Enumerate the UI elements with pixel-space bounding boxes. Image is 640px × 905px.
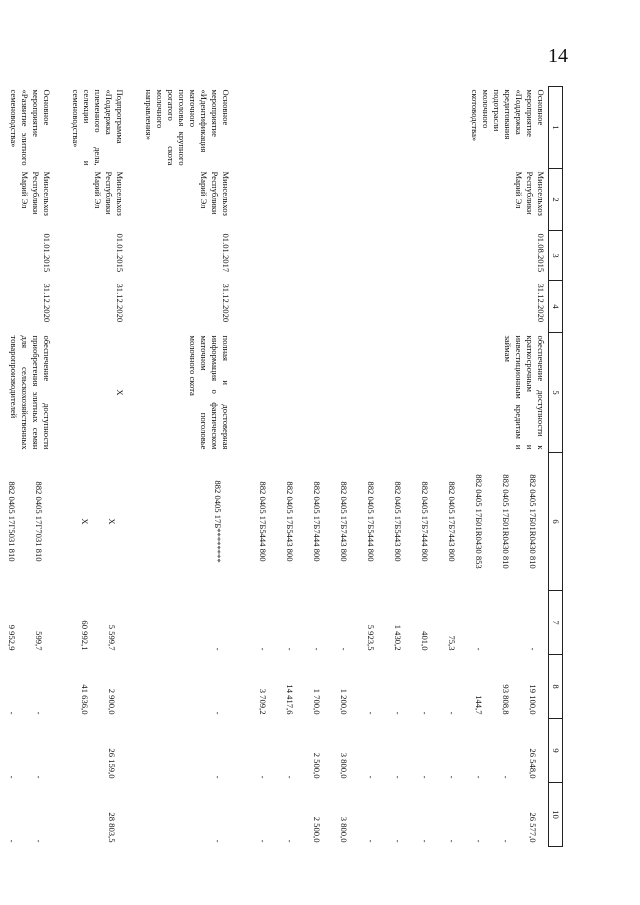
cell-line: - — [34, 775, 44, 779]
cell-line: 1 700,0 — [312, 688, 322, 715]
row-separator-cell — [233, 87, 247, 847]
cell-line: - — [213, 647, 223, 651]
cell-line: 3 800,0 — [339, 816, 349, 843]
cell-line: 19 100,0 — [528, 684, 538, 715]
cell-line: - — [447, 839, 457, 843]
cell-line: - — [366, 775, 376, 779]
cell-value-col8 — [0, 655, 54, 719]
cell-line: 3 709,2 — [258, 688, 268, 715]
cell-line: - — [258, 775, 268, 779]
cell-line: - — [285, 839, 295, 843]
cell-end-date: 31.12.2020 — [115, 283, 125, 323]
cell-line: 882 0405 17Б7443 800 — [447, 481, 457, 562]
cell-value-col9 — [247, 719, 549, 783]
cell-line: 60 992,1 — [80, 620, 90, 651]
table-row — [68, 87, 127, 847]
cell-line: X — [80, 518, 90, 525]
cell-line: 882 0405 17Б5443 800 — [285, 481, 295, 562]
cell-line: 882 0405 17Б01R0430 853 — [474, 474, 484, 569]
cell-budget-code — [68, 453, 127, 591]
cell-end-date: 31.12.2020 — [221, 283, 231, 323]
column-header-3: 3 — [549, 231, 563, 281]
cell-line: 5 599,7 — [107, 624, 117, 651]
cell-line: 5 923,5 — [366, 624, 376, 651]
header-row — [549, 87, 563, 847]
cell-line: - — [34, 711, 44, 715]
cell-line: 2 500,0 — [312, 816, 322, 843]
cell-expected-result: полная и достоверная информация о фактическом маточном поголовье молочного скота — [188, 335, 231, 450]
cell-line: - — [447, 775, 457, 779]
cell-line: 3 800,0 — [339, 752, 349, 779]
cell-executor: Минсельхоз Республики Марий Эл — [93, 171, 125, 216]
cell-executor: Минсельхоз Республики Марий Эл — [199, 171, 231, 216]
cell-measure-name: Основное мероприятие «Поддержка кредитования подотрасли молочного скотоводства» — [470, 89, 546, 142]
cell-value-col7 — [247, 591, 549, 655]
cell-line: - — [366, 839, 376, 843]
cell-line: 1 200,0 — [339, 688, 349, 715]
table-row — [247, 87, 549, 847]
cell-line: - — [213, 775, 223, 779]
cell-line: - — [528, 647, 538, 651]
cell-line: 882 0405 17Г5031 810 — [7, 481, 17, 562]
column-header-6: 6 — [549, 453, 563, 591]
cell-value-col7 — [68, 591, 127, 655]
cell-line: - — [312, 647, 322, 651]
cell-line: 882 0405 17Г7031 810 — [34, 481, 44, 562]
cell-line: 599,7 — [34, 631, 44, 651]
cell-value-col8 — [247, 655, 549, 719]
cell-line: - — [213, 839, 223, 843]
rotated-table-wrapper — [7, 86, 563, 846]
cell-start-date: 01.08.2015 — [536, 233, 546, 273]
cell-line: - — [7, 775, 17, 779]
cell-measure-name: Основное мероприятие «Идентификация маточного поголовья крупного рогатого скота молочного направления» — [144, 89, 231, 166]
cell-line: 26 548,0 — [528, 748, 538, 779]
table-row — [141, 87, 233, 847]
cell-line: - — [339, 647, 349, 651]
row-separator — [233, 87, 247, 847]
cell-line: 144,7 — [474, 695, 484, 715]
cell-line: 882 0405 17Б7444 800 — [312, 481, 322, 562]
cell-line: 882 0405 17Б5443 800 — [393, 481, 403, 562]
cell-start-date: 01.01.2015 — [115, 233, 125, 273]
row-separator-cell — [54, 87, 68, 847]
column-header-1: 1 — [549, 87, 563, 169]
cell-line: - — [474, 775, 484, 779]
cell-executor: Минсельхоз Республики Марий Эл — [20, 171, 52, 216]
cell-budget-code — [0, 453, 54, 591]
cell-value-col7 — [0, 591, 54, 655]
cell-line: 41 636,0 — [80, 684, 90, 715]
cell-line: 75,3 — [447, 635, 457, 651]
cell-line: 882 0405 17Б5444 800 — [258, 481, 268, 562]
row-separator-cell — [127, 87, 141, 847]
row-separator — [54, 87, 68, 847]
cell-line: - — [474, 839, 484, 843]
cell-value-col9 — [141, 719, 233, 783]
cell-expected-result: обеспечение доступности приобретения элитных семян для сельскохозяйственных товаропроизводителей — [9, 335, 52, 450]
cell-line: X — [107, 518, 117, 525]
cell-line: - — [447, 711, 457, 715]
cell-line: 882 0405 17Б5444 800 — [366, 481, 376, 562]
cell-line: - — [393, 839, 403, 843]
cell-value-col10 — [0, 783, 54, 847]
cell-line: 2 500,0 — [312, 752, 322, 779]
page-number: 14 — [548, 45, 568, 67]
cell-line: - — [501, 775, 511, 779]
cell-line: - — [501, 839, 511, 843]
cell-value-col9 — [68, 719, 127, 783]
cell-line: 9 952,9 — [7, 624, 17, 651]
cell-line: - — [7, 839, 17, 843]
cell-line: - — [420, 839, 430, 843]
column-header-8: 8 — [549, 655, 563, 719]
cell-line: - — [285, 647, 295, 651]
cell-end-date: 31.12.2020 — [42, 283, 52, 323]
cell-line: - — [34, 839, 44, 843]
column-header-5: 5 — [549, 333, 563, 453]
cell-value-col8 — [141, 655, 233, 719]
cell-measure-name: Основное мероприятие «Развитие элитного семеноводства» — [9, 89, 52, 166]
cell-start-date: 01.01.2017 — [221, 233, 231, 273]
cell-executor: Минсельхоз Республики Марий Эл — [514, 171, 546, 216]
cell-line: 882 0405 17Б01R0430 810 — [528, 474, 538, 569]
cell-line: - — [393, 711, 403, 715]
cell-line — [71, 722, 98, 779]
cell-line: 93 808,8 — [501, 684, 511, 715]
cell-line: 28 803,5 — [107, 812, 117, 843]
cell-value-col7 — [141, 591, 233, 655]
cell-value-col10 — [68, 783, 127, 847]
cell-value-col10 — [247, 783, 549, 847]
cell-line: 1 430,2 — [393, 624, 403, 651]
cell-measure-name: Подпрограмма «Поддержка племенного дела, селекции и семеноводства» — [71, 89, 125, 166]
cell-end-date: 31.12.2020 — [536, 283, 546, 323]
cell-line: 26 159,0 — [107, 748, 117, 779]
cell-line: - — [7, 711, 17, 715]
table-row — [0, 87, 54, 847]
cell-line: - — [258, 839, 268, 843]
cell-budget-code — [141, 453, 233, 591]
cell-line: 882 0405 17Б7444 800 — [420, 481, 430, 562]
column-header-4: 4 — [549, 281, 563, 333]
cell-line: 26 577,0 — [528, 812, 538, 843]
cell-line: - — [213, 711, 223, 715]
column-header-10: 10 — [549, 783, 563, 847]
cell-line: - — [366, 711, 376, 715]
cell-budget-code — [247, 453, 549, 591]
cell-line: - — [393, 775, 403, 779]
cell-value-col10 — [141, 783, 233, 847]
cell-line — [492, 594, 519, 651]
cell-line: - — [285, 775, 295, 779]
column-header-2: 2 — [549, 169, 563, 231]
column-header-7: 7 — [549, 591, 563, 655]
cell-line: - — [474, 647, 484, 651]
cell-line: 2 900,0 — [107, 688, 117, 715]
cell-line: - — [420, 711, 430, 715]
cell-line: - — [420, 775, 430, 779]
cell-line: 882 0405 17Б******** — [213, 480, 223, 563]
cell-expected-result: X — [115, 389, 125, 396]
cell-line: 401,0 — [420, 631, 430, 651]
program-table — [0, 86, 563, 847]
cell-line — [71, 786, 98, 843]
cell-line: 882 0405 17Б7443 800 — [339, 481, 349, 562]
cell-value-col8 — [68, 655, 127, 719]
cell-line: 14 417,6 — [285, 684, 295, 715]
row-separator — [127, 87, 141, 847]
cell-start-date: 01.01.2015 — [42, 233, 52, 273]
cell-value-col9 — [0, 719, 54, 783]
column-header-9: 9 — [549, 719, 563, 783]
table-body — [0, 87, 549, 847]
cell-line: - — [258, 647, 268, 651]
cell-line: 882 0405 17Б01R0430 810 — [501, 474, 511, 569]
cell-expected-result: обеспечение доступности к краткосрочным и инвестиционным кредитам и займам — [503, 335, 546, 450]
